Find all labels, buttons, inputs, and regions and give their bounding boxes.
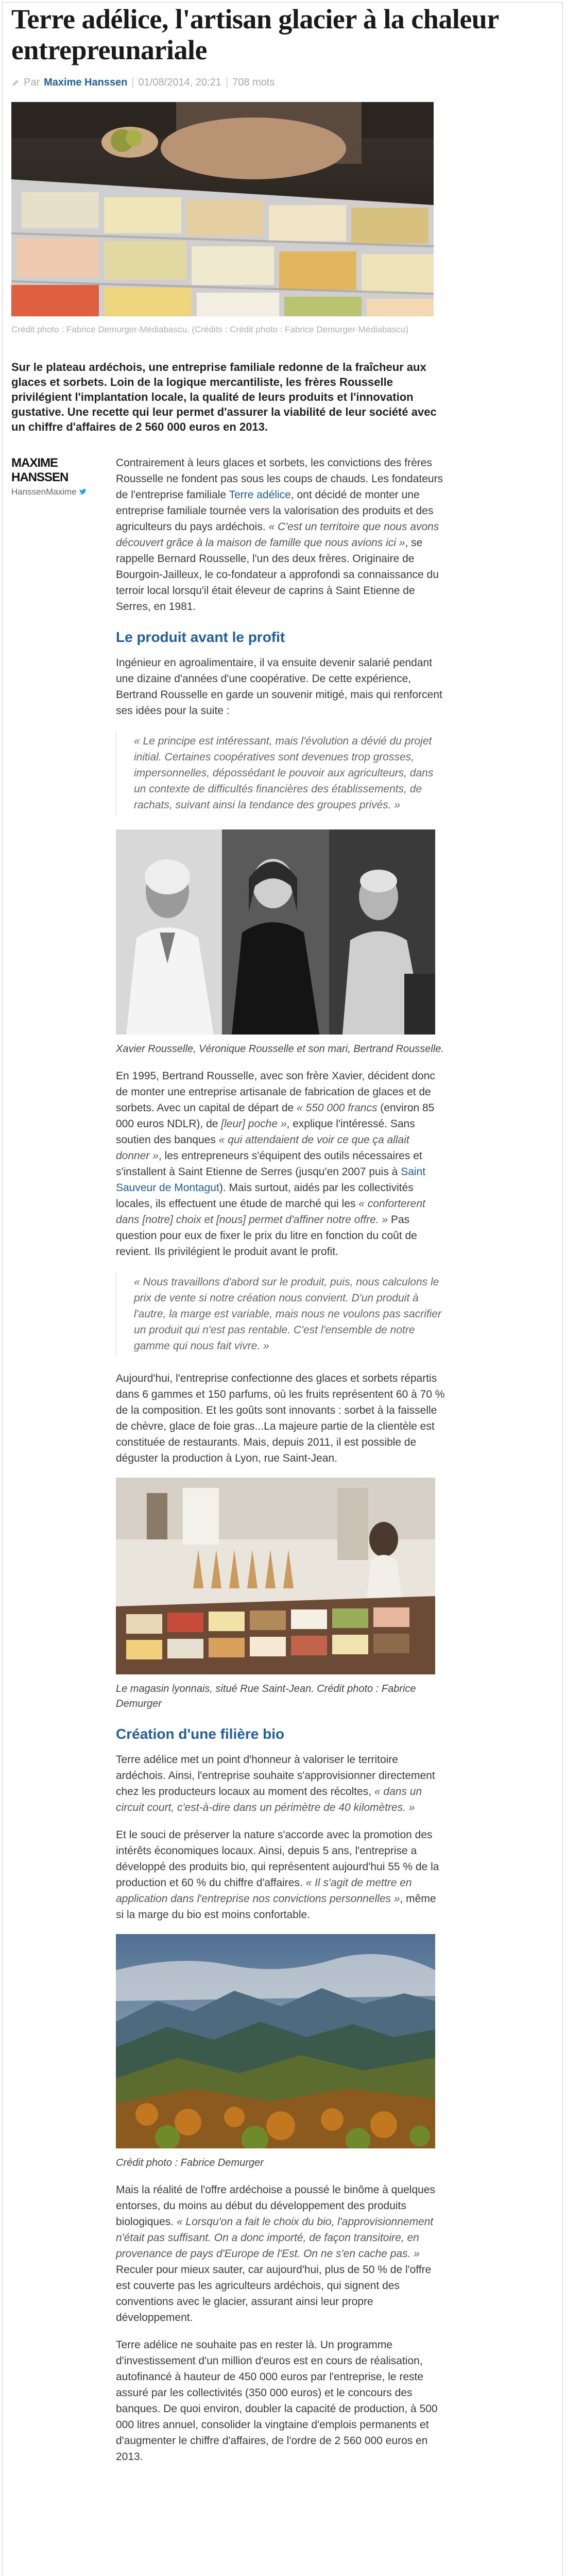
article-column [116, 455, 445, 2465]
text: ). Mais surtout, aidés par les collectivités locales, ils effectuent une étude de marché qui les [116, 1182, 414, 1210]
quote-text: « Nous travaillons d'abord sur le produit, puis, nous calculons le prix de vente si notre création nous convient. D'un produit à l'autre, la marge est variable, mais nous ne voulons pas sacrifier un produit qui n'est pas rentable. C'est l'ensemble de notre gamme qui nous fait vivre. » [134, 1276, 441, 1352]
blockquote-cooperative [116, 730, 445, 816]
by-prefix: Par [24, 77, 40, 88]
inline-quote: « C'est un territoire que nous avons découvert grâce à la maison de famille que nous avions ici » [116, 521, 439, 549]
byline-name: MAXIME HANSSEN [11, 456, 68, 484]
text: Contrairement à leurs glaces et sorbets, les convictions des frères Rousselle ne fondent pas sous les coups de chauds. Les fondateurs de l'entreprise familiale [116, 457, 443, 501]
saint-sauveur-link[interactable]: Saint Sauveur de Montagut [116, 1166, 426, 1194]
meta-separator: | [225, 77, 229, 88]
ice-cream-counter-photo [11, 102, 434, 316]
founders-photo [116, 829, 435, 1035]
paragraph-engineer: Ingénieur en agroalimentaire, il va ensuite devenir salarié pendant une dizaine d'années d'une coopérative. De cette expérience, Bertrand Rousselle en garde un souvenir mitigé, mais qui renforcent ses idées pour la suite : [116, 657, 442, 717]
article-body [11, 455, 557, 2465]
text: En 1995, Bertrand Rousselle, avec son frère Xavier, décident donc de monter une entreprise artisanale de fabrication de glaces et de sorbets. Avec un capital de départ de [116, 1070, 435, 1114]
inline-quote: « dans un circuit court, c'est-à-dire dans un périmètre de 40 kilomètres. » [116, 1786, 422, 1814]
paragraph-creation [116, 1068, 445, 1260]
paragraph-investment: Terre adélice ne souhaite pas en rester là. Un programme d'investissement d'un million d'euros est en cours de réalisation, autofinancé à hauteur de 450 000 euros par l'entreprise, le reste assuré par les collectivités (350 000 euros) et le concours des banques. De quoi environ, doubler la capacité de production, à 500 000 litres annuel, consolider la vingtaine d'emplois permanents et d'augmenter le chiffre d'affaires, de l'ordre de 2 560 000 euros en 2013. [116, 2339, 438, 2463]
author-byline [11, 456, 109, 497]
text: , même si la marge du bio est moins confortable. [116, 1893, 436, 1921]
paragraph-range: Aujourd'hui, l'entreprise confectionne des glaces et sorbets répartis dans 6 gammes et 150 parfums, où les fruits représentent 60 à 70 % de la composition. Et les goûts sont innovants : sorbet à la faisselle de chèvre, glace de foie gras...La majeure partie de la clientèle est constituée de restaurants. Mais, depuis 2011, il est possible de déguster la production à Lyon, rue Saint-Jean. [116, 1372, 445, 1464]
inline-quote: « qui attendaient de voir ce que ça allait donner » [116, 1134, 409, 1162]
word-count: 708 mots [232, 77, 275, 88]
inline-quote: « Lorsqu'on a fait le choix du bio, l'approvisionnement n'était pas suffisant. On a donc importé, de façon transitoire, en provenance de pays d'Europe de l'Est. On ne s'en cache pas. » [116, 2216, 434, 2260]
landscape-photo [116, 1934, 435, 2148]
text: , ont décidé de monter une entreprise familiale tournée vers la valorisation des produits et des agriculteurs du pays ardéchois. [116, 489, 434, 533]
twitter-username[interactable]: HanssenMaxime [11, 487, 77, 497]
section-heading-bio: Création d'une filière bio [116, 1726, 285, 1742]
paragraph-organic [116, 1827, 445, 1923]
twitter-bird-icon [79, 488, 87, 496]
publish-date: 01/08/2014, 20:21 [138, 77, 221, 88]
inline-quote: [leur] poche » [221, 1118, 287, 1130]
text: Et le souci de préserver la nature s'accorde avec la promotion des intérêts économiques locaux. Ainsi, depuis 5 ans, l'entreprise a développé des produits bio, qui représentent aujourd'hui 55 % de la production et 60 % du chiffre d'affaires. [116, 1829, 439, 1889]
inline-quote: « Il s'agit de mettre en application dans l'entreprise nos convictions personnelles » [116, 1877, 412, 1905]
founders-caption: Xavier Rousselle, Véronique Rousselle et son mari, Bertrand Rousselle. [116, 1043, 444, 1055]
founders-portraits [116, 829, 435, 1035]
terre-adelice-link[interactable]: Terre adélice [229, 489, 291, 501]
inline-quote: « 550 000 francs [297, 1102, 378, 1114]
meta-separator: | [131, 77, 134, 88]
blockquote-product [116, 1271, 445, 1357]
hero-image [11, 102, 434, 316]
article [11, 3, 557, 2465]
text: , les entrepreneurs s'équipent des outils nécessaires et s'installent à Saint Etienne de Serres (jusqu'en 2007 puis à [116, 1150, 422, 1178]
text: , se rappelle Bernard Rousselle, l'un des deux frères. Originaire de Bourgoin-Jailleux, le co-fondateur a approfondi sa connaissance du terroir local lorsqu'il était éleveur de caprins à Saint Etienne de Serres, en 1981. [116, 537, 439, 613]
quote-text: « Le principe est intéressant, mais l'évolution a dévié du projet initial. Certaines coopératives sont devenues trop grosses, impersonnelles, dépossédant le pouvoir aux agriculteurs, dans un contexte de difficultés financières des établissements, de rachats, suivant ainsi la tendance des groupes privés. » [134, 735, 434, 811]
text: (environ 85 000 euros NDLR), de [116, 1102, 435, 1130]
shop-photo [116, 1478, 435, 1674]
text: Reculer pour mieux sauter, car aujourd'hui, plus de 50 % de l'offre est couverte pas les agriculteurs ardéchois, qui signent des conventions avec le glacier, assurant ainsi leur propre développement. [116, 2264, 432, 2324]
article-lead: Sur le plateau ardéchois, une entreprise familiale redonne de la fraîcheur aux glaces et sorbets. Loin de la logique mercantiliste, les frères Rousselle privilégient l'implantation locale, la qualité de leurs produits et l'innovation gustative. Une recette qui leur permet d'assurer la viabilité de leur société avec un chiffre d'affaires de 2 560 000 euros en 2013. [11, 361, 437, 433]
text: Pas question pour eux de fixer le prix du litre en fonction du coût de revient. Ils privilégient le produit avant le profit. [116, 1214, 417, 1258]
text: , explique l'intéressé. Sans soutien des banques [116, 1118, 415, 1146]
article-meta [11, 77, 557, 89]
author-link[interactable]: Maxime Hanssen [44, 77, 128, 88]
shop-caption: Le magasin lyonnais, situé Rue Saint-Jean. Crédit photo : Fabrice Demurger [116, 1683, 416, 1709]
text: Terre adélice met un point d'honneur à valoriser le territoire ardéchois. Ainsi, l'entreprise souhaite s'approvisionner directement chez les producteurs locaux au moment des récoltes, [116, 1754, 435, 1798]
lyon-shop-image [116, 1478, 435, 1674]
inline-quote: « conforterent dans [notre] choix et [nous] permet d'affiner notre offre. » [116, 1198, 425, 1226]
section-heading-profit: Le produit avant le profit [116, 629, 285, 645]
paragraph-territory [116, 1752, 445, 1816]
paragraph-reality [116, 2182, 445, 2326]
hero-credit: Crédit photo : Fabrice Demurger-Médiabascu. (Crédits : Crédit photo : Fabrice Demurger-Médiabascu) [11, 325, 408, 334]
pencil-icon [11, 79, 20, 87]
text: Mais la réalité de l'offre ardéchoise a poussé le binôme à quelques entorses, du moins au début du développement des produits biologiques. [116, 2184, 436, 2228]
page-frame [2, 2, 563, 2576]
article-title: Terre adélice, l'artisan glacier à la chaleur entrepreunariale [11, 4, 499, 65]
landscape-caption: Crédit photo : Fabrice Demurger [116, 2157, 264, 2168]
ardeche-landscape-image [116, 1934, 435, 2148]
twitter-handle[interactable] [11, 487, 109, 497]
paragraph-intro [116, 455, 445, 615]
